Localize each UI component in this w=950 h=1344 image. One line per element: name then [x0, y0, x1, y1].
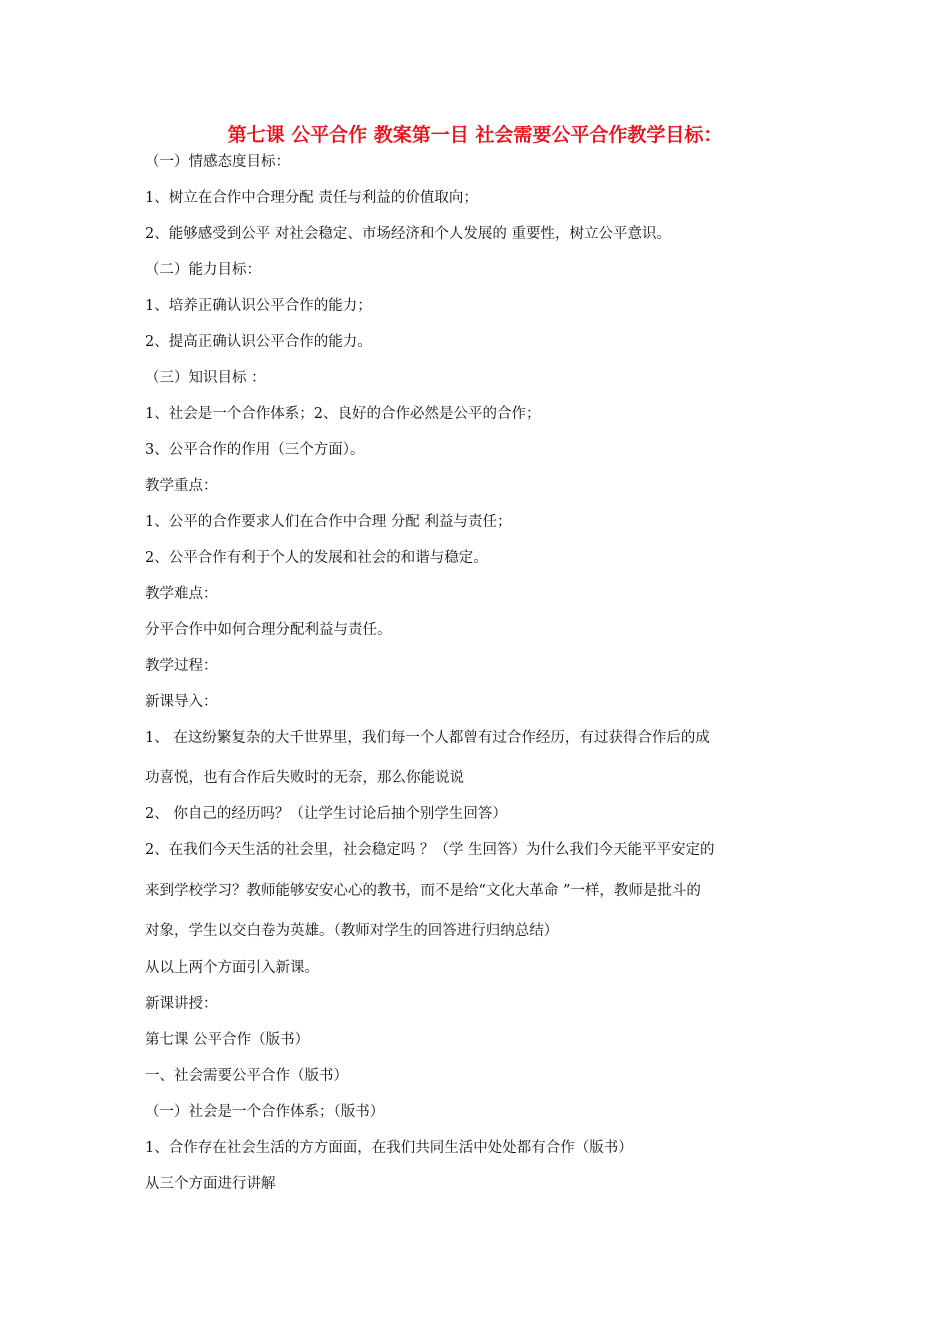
text-line: 功喜悦，也有合作后失败时的无奈，那么你能说说: [145, 770, 464, 786]
text-line: 从三个方面进行讲解: [145, 1176, 276, 1192]
section-heading: 教学重点：: [145, 478, 218, 494]
text-line: 2、 你自己的经历吗？（让学生讨论后抽个别学生回答）: [145, 806, 507, 822]
text-line: 1、树立在合作中合理分配 责任与利益的价值取向；: [145, 190, 478, 206]
section-heading: 教学过程：: [145, 658, 218, 674]
text-line: 2、在我们今天生活的社会里，社会稳定吗 ？（学 生回答）为什么我们今天能平平安定的: [145, 842, 715, 858]
text-line: 从以上两个方面引入新课。: [145, 960, 319, 976]
text-line: 2、能够感受到公平 对社会稳定、市场经济和个人发展的 重要性，树立公平意识。: [145, 226, 671, 242]
text-line: 对象，学生以交白卷为英雄。（教师对学生的回答进行归纳总结）: [145, 923, 559, 939]
text-line: 来到学校学习？教师能够安安心心的教书，而不是给“文化大革命 ”一样，教师是批斗的: [145, 883, 701, 899]
section-heading: 教学难点：: [145, 586, 218, 602]
document-title: 第七课 公平合作 教案第一目 社会需要公平合作教学目标：: [227, 124, 723, 146]
text-line: 1、公平的合作要求人们在合作中合理 分配 利益与责任；: [145, 514, 512, 530]
text-line: 1、合作存在社会生活的方方面面，在我们共同生活中处处都有合作（版书）: [145, 1140, 633, 1156]
text-line: （一）社会是一个合作体系；（版书）: [145, 1104, 385, 1120]
text-line: （三）知识目标 ：: [145, 370, 266, 386]
text-line: 一、社会需要公平合作（版书）: [145, 1068, 348, 1084]
section-heading: 新课导入：: [145, 694, 218, 710]
text-line: 2、提高正确认识公平合作的能力。: [145, 334, 372, 350]
text-line: （二）能力目标：: [145, 262, 261, 278]
text-line: 1、社会是一个合作体系；2、良好的合作必然是公平的合作；: [145, 406, 541, 422]
text-line: 3、公平合作的作用（三个方面）。: [145, 442, 365, 458]
text-line: 第七课 公平合作（版书）: [145, 1032, 310, 1048]
text-line: 1、培养正确认识公平合作的能力；: [145, 298, 372, 314]
text-line: 2、公平合作有利于个人的发展和社会的和谐与稳定。: [145, 550, 488, 566]
text-line: （一）情感态度目标：: [145, 154, 290, 170]
section-heading: 新课讲授：: [145, 996, 218, 1012]
text-line: 分平合作中如何合理分配利益与责任。: [145, 622, 392, 638]
text-line: 1、 在这纷繁复杂的大千世界里，我们每一个人都曾有过合作经历，有过获得合作后的成: [145, 730, 710, 746]
